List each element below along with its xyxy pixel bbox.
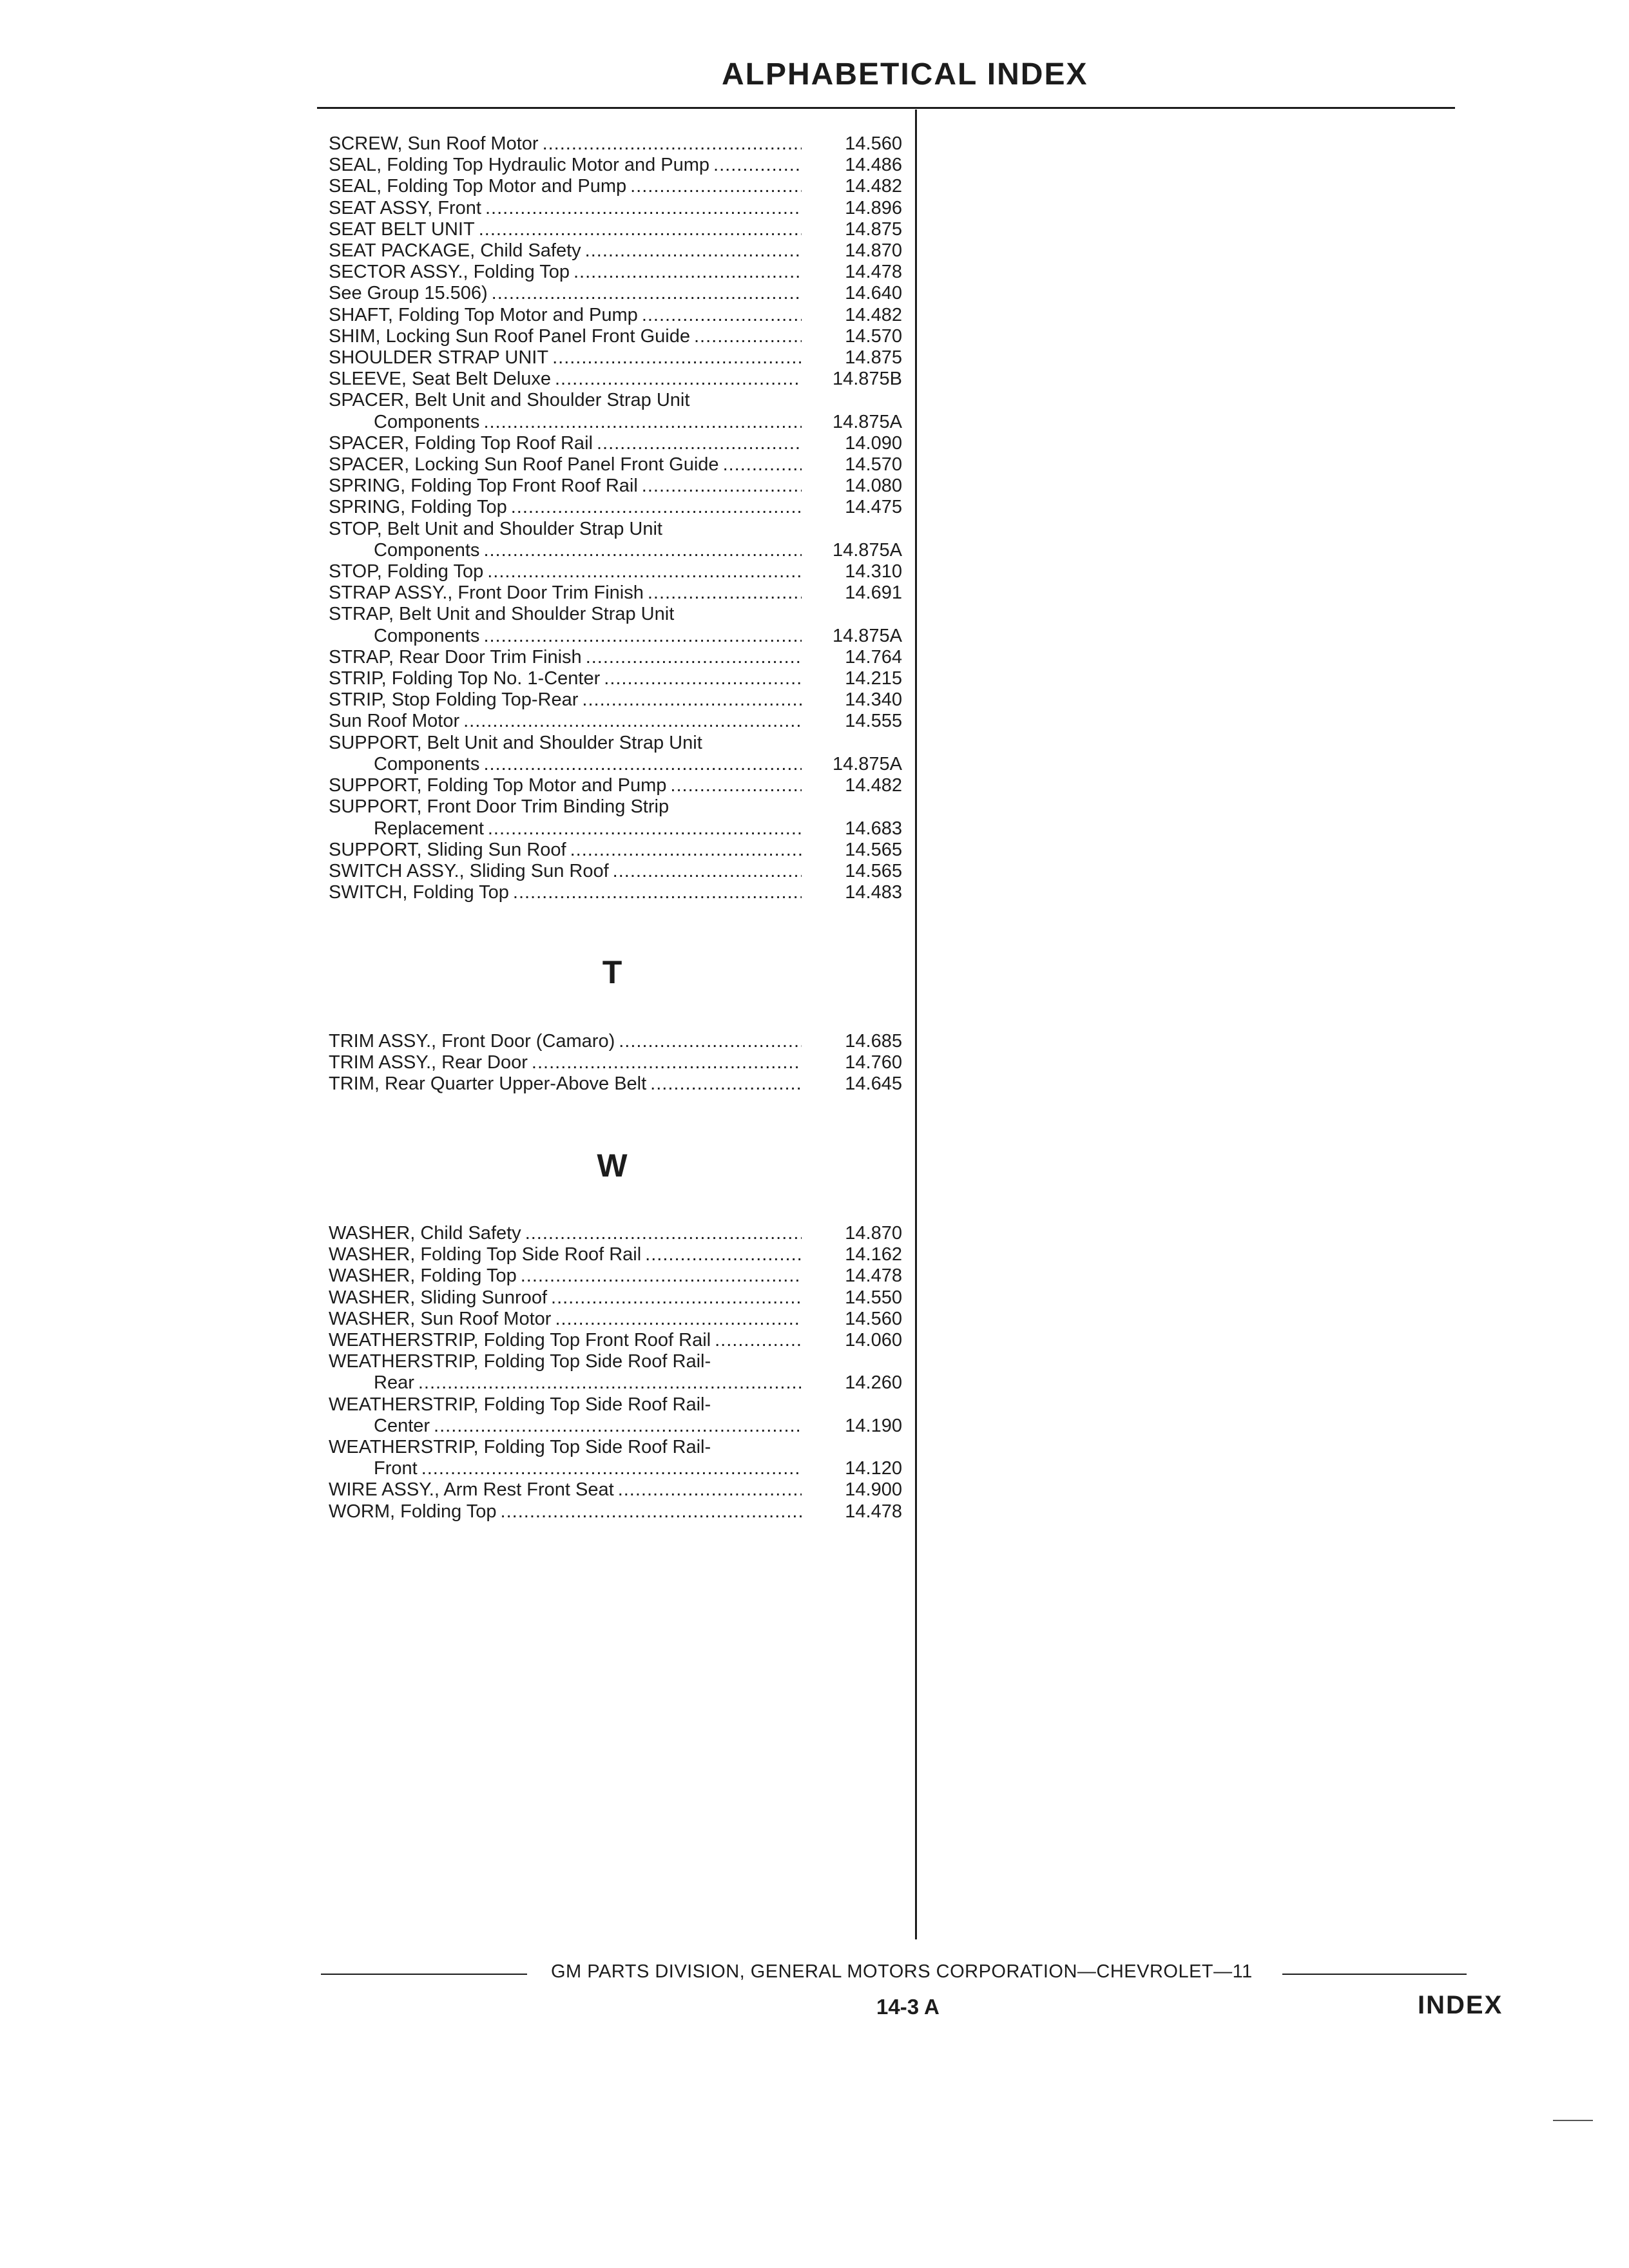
entry-page-ref: 14.570 — [845, 325, 902, 347]
entry-term: SHOULDER STRAP UNIT — [329, 347, 549, 369]
entry-page-ref: 14.550 — [845, 1287, 902, 1308]
entry-term: WASHER, Folding Top Side Roof Rail — [329, 1244, 642, 1265]
dot-leader — [645, 1244, 802, 1265]
entry-page-ref: 14.875 — [845, 218, 902, 240]
entry-line — [329, 326, 902, 347]
index-entry — [329, 1351, 902, 1394]
entry-line — [329, 861, 902, 882]
entry-line — [329, 1479, 902, 1501]
entry-page-ref: 14.260 — [845, 1372, 902, 1394]
dot-leader — [521, 1265, 802, 1287]
index-entry — [329, 604, 902, 646]
entry-term: SEAT PACKAGE, Child Safety — [329, 240, 581, 262]
entry-term: SUPPORT, Belt Unit and Shoulder Strap Unit — [329, 732, 702, 753]
entry-term: WASHER, Folding Top — [329, 1265, 517, 1287]
dot-leader — [586, 647, 802, 668]
entry-line — [329, 840, 902, 861]
entry-term: TRIM ASSY., Rear Door — [329, 1052, 528, 1073]
entry-page-ref: 14.870 — [845, 240, 902, 262]
index-entry — [329, 219, 902, 240]
entry-line — [329, 1223, 902, 1244]
entry-term: SCREW, Sun Roof Motor — [329, 133, 539, 154]
entry-page-ref: 14.760 — [845, 1052, 902, 1073]
entry-line — [329, 133, 902, 155]
dot-leader — [555, 369, 802, 390]
entry-term: SUPPORT, Sliding Sun Roof — [329, 839, 566, 860]
entry-term: SWITCH, Folding Top — [329, 882, 509, 903]
entry-term: STRIP, Stop Folding Top-Rear — [329, 689, 579, 711]
dot-leader — [648, 582, 802, 604]
entry-term: STOP, Belt Unit and Shoulder Strap Unit — [329, 518, 662, 539]
dot-leader — [574, 262, 802, 283]
entry-page-ref: 14.190 — [845, 1415, 902, 1436]
dot-leader — [418, 1372, 802, 1394]
entry-page-ref: 14.560 — [845, 133, 902, 154]
dot-leader — [483, 412, 802, 433]
entry-line — [329, 775, 902, 796]
entry-term: STRAP, Rear Door Trim Finish — [329, 646, 582, 668]
entry-page-ref: 14.475 — [845, 497, 902, 518]
entry-line — [329, 476, 902, 497]
entry-term: SPRING, Folding Top — [329, 497, 507, 518]
entry-term: See Group 15.506) — [329, 283, 488, 304]
index-entry — [329, 1052, 902, 1073]
index-entry — [329, 1479, 902, 1501]
index-section-t — [329, 1031, 902, 1095]
entry-line — [329, 347, 902, 369]
entry-line — [329, 390, 902, 411]
index-entry — [329, 454, 902, 476]
entry-term: Components — [374, 753, 480, 774]
entry-line — [329, 240, 902, 262]
index-entry — [329, 433, 902, 454]
entry-line — [329, 198, 902, 219]
index-entry — [329, 390, 902, 432]
entry-term: STOP, Folding Top — [329, 561, 484, 582]
dot-leader — [650, 1073, 802, 1095]
entry-line — [329, 433, 902, 454]
dot-leader — [487, 561, 802, 582]
entry-term: SLEEVE, Seat Belt Deluxe — [329, 369, 551, 390]
entry-line — [329, 733, 902, 754]
entry-page-ref: 14.870 — [845, 1223, 902, 1244]
dot-leader — [492, 283, 802, 304]
entry-page-ref: 14.120 — [845, 1458, 902, 1479]
entry-page-ref: 14.565 — [845, 839, 902, 860]
column-divider — [915, 110, 917, 1939]
entry-continuation-line — [329, 818, 902, 840]
index-entry — [329, 283, 902, 304]
dot-leader — [630, 176, 802, 197]
entry-page-ref: 14.565 — [845, 860, 902, 881]
entry-term: SPRING, Folding Top Front Roof Rail — [329, 476, 638, 497]
entry-line — [329, 689, 902, 711]
entry-page-ref: 14.645 — [845, 1073, 902, 1095]
entry-term: WEATHERSTRIP, Folding Top Side Roof Rail- — [329, 1351, 711, 1372]
dot-leader — [642, 476, 802, 497]
entry-line — [329, 219, 902, 240]
entry-term: WASHER, Child Safety — [329, 1223, 521, 1244]
entry-term: SHIM, Locking Sun Roof Panel Front Guide — [329, 325, 690, 347]
dot-leader — [511, 497, 802, 518]
entry-term: SUPPORT, Front Door Trim Binding Strip — [329, 796, 670, 818]
entry-term: Components — [374, 625, 480, 646]
entry-page-ref: 14.764 — [845, 646, 902, 668]
entry-term: STRAP, Belt Unit and Shoulder Strap Unit — [329, 604, 675, 625]
entry-term: Front — [374, 1458, 418, 1479]
entry-line — [329, 1265, 902, 1287]
dot-leader — [525, 1223, 802, 1244]
entry-term: SEAT ASSY, Front — [329, 197, 481, 218]
entry-term: SHAFT, Folding Top Motor and Pump — [329, 304, 638, 325]
entry-page-ref: 14.340 — [845, 689, 902, 711]
entry-line — [329, 582, 902, 604]
entry-term: SPACER, Belt Unit and Shoulder Strap Unit — [329, 390, 690, 411]
entry-line — [329, 1394, 902, 1416]
dot-leader — [582, 689, 802, 711]
entry-line — [329, 1330, 902, 1351]
entry-page-ref: 14.482 — [845, 304, 902, 325]
entry-page-ref: 14.640 — [845, 283, 902, 304]
entry-page-ref: 14.080 — [845, 476, 902, 497]
entry-term: TRIM, Rear Quarter Upper-Above Belt — [329, 1073, 647, 1095]
dot-leader — [613, 861, 802, 882]
entry-term: Replacement — [374, 818, 484, 839]
entry-page-ref: 14.875 — [845, 347, 902, 369]
entry-line — [329, 1244, 902, 1265]
entry-line — [329, 1501, 902, 1523]
entry-continuation-line — [329, 1372, 902, 1394]
index-entry — [329, 176, 902, 197]
dot-leader — [604, 668, 802, 689]
title-rule — [317, 107, 1455, 109]
entry-line — [329, 668, 902, 689]
dot-leader — [570, 840, 802, 861]
entry-continuation-line — [329, 1416, 902, 1437]
dot-leader — [513, 882, 802, 903]
entry-line — [329, 155, 902, 176]
index-entry — [329, 519, 902, 561]
dot-leader — [694, 326, 802, 347]
dot-leader — [488, 818, 802, 840]
entry-page-ref: 14.875A — [832, 753, 902, 774]
index-entry — [329, 1309, 902, 1330]
index-entry — [329, 305, 902, 326]
entry-continuation-line — [329, 754, 902, 775]
entry-term: STRIP, Folding Top No. 1-Center — [329, 668, 601, 689]
footer-publisher: GM PARTS DIVISION, GENERAL MOTORS CORPORATION—CHEVROLET—11 — [551, 1961, 1253, 1982]
entry-continuation-line — [329, 626, 902, 647]
entry-term: TRIM ASSY., Front Door (Camaro) — [329, 1031, 615, 1052]
entry-line — [329, 1309, 902, 1330]
entry-page-ref: 14.570 — [845, 454, 902, 476]
entry-term: SUPPORT, Folding Top Motor and Pump — [329, 775, 667, 796]
index-entry — [329, 240, 902, 262]
entry-line — [329, 1031, 902, 1052]
entry-page-ref: 14.896 — [845, 197, 902, 218]
dot-leader — [532, 1052, 802, 1073]
index-entry — [329, 1437, 902, 1479]
dot-leader — [485, 198, 802, 219]
index-entry — [329, 1223, 902, 1244]
entry-term: WEATHERSTRIP, Folding Top Front Roof Rail — [329, 1330, 711, 1351]
dot-leader — [552, 347, 802, 369]
index-entry — [329, 1287, 902, 1309]
dot-leader — [551, 1287, 802, 1309]
page-title: ALPHABETICAL INDEX — [722, 57, 1088, 91]
dot-leader — [619, 1031, 802, 1052]
dot-leader — [713, 155, 802, 176]
index-entry — [329, 582, 902, 604]
entry-page-ref: 14.486 — [845, 155, 902, 176]
entry-page-ref: 14.482 — [845, 775, 902, 796]
entry-page-ref: 14.478 — [845, 1501, 902, 1522]
entry-term: Center — [374, 1415, 430, 1436]
section-letter-t: T — [602, 954, 622, 990]
index-section-w — [329, 1223, 902, 1523]
entry-line — [329, 497, 902, 518]
dot-leader — [543, 133, 802, 155]
index-entry — [329, 1244, 902, 1265]
index-entry — [329, 733, 902, 775]
index-entry — [329, 198, 902, 219]
entry-term: SPACER, Folding Top Roof Rail — [329, 432, 593, 454]
index-entry — [329, 689, 902, 711]
index-entry — [329, 882, 902, 903]
entry-line — [329, 604, 902, 625]
entry-page-ref: 14.482 — [845, 176, 902, 197]
dot-leader — [555, 1309, 802, 1330]
entry-term: SWITCH ASSY., Sliding Sun Roof — [329, 860, 609, 881]
entry-term: Rear — [374, 1372, 414, 1394]
entry-page-ref: 14.900 — [845, 1479, 902, 1501]
scan-mark — [1553, 2120, 1593, 2121]
entry-term: SEAL, Folding Top Motor and Pump — [329, 176, 627, 197]
entry-term: WORM, Folding Top — [329, 1501, 497, 1522]
index-entry — [329, 1073, 902, 1095]
entry-line — [329, 1052, 902, 1073]
entry-line — [329, 176, 902, 197]
entry-line — [329, 1351, 902, 1372]
dot-leader — [618, 1479, 802, 1501]
entry-page-ref: 14.162 — [845, 1244, 902, 1265]
entry-line — [329, 561, 902, 582]
entry-line — [329, 305, 902, 326]
index-entry — [329, 668, 902, 689]
entry-page-ref: 14.875B — [832, 369, 902, 390]
entry-term: WEATHERSTRIP, Folding Top Side Roof Rail- — [329, 1394, 711, 1415]
index-entry — [329, 133, 902, 155]
entry-term: Sun Roof Motor — [329, 711, 460, 732]
entry-page-ref: 14.875A — [832, 411, 902, 432]
dot-leader — [483, 754, 802, 775]
dot-leader — [501, 1501, 802, 1523]
section-letter-w: W — [597, 1148, 628, 1184]
entry-term: Components — [374, 411, 480, 432]
entry-line — [329, 262, 902, 283]
entry-continuation-line — [329, 412, 902, 433]
footer-rule-left — [321, 1974, 527, 1975]
entry-term: WEATHERSTRIP, Folding Top Side Roof Rail- — [329, 1437, 711, 1458]
entry-line — [329, 647, 902, 668]
entry-term: SEAL, Folding Top Hydraulic Motor and Pump — [329, 155, 710, 176]
index-entry — [329, 861, 902, 882]
entry-page-ref: 14.310 — [845, 561, 902, 582]
dot-leader — [479, 219, 802, 240]
index-entry — [329, 1394, 902, 1437]
entry-page-ref: 14.683 — [845, 818, 902, 839]
entry-term: SECTOR ASSY., Folding Top — [329, 262, 570, 283]
entry-line — [329, 1073, 902, 1095]
footer-rule-right — [1282, 1974, 1467, 1975]
index-entry — [329, 647, 902, 668]
entry-page-ref: 14.483 — [845, 882, 902, 903]
entry-page-ref: 14.685 — [845, 1031, 902, 1052]
entry-line — [329, 711, 902, 732]
dot-leader — [434, 1416, 802, 1437]
entry-continuation-line — [329, 540, 902, 561]
dot-leader — [723, 454, 802, 476]
dot-leader — [483, 540, 802, 561]
index-entry — [329, 497, 902, 518]
index-entry — [329, 369, 902, 390]
section-name: INDEX — [1418, 1991, 1503, 2019]
entry-page-ref: 14.478 — [845, 1265, 902, 1287]
entry-page-ref: 14.060 — [845, 1330, 902, 1351]
index-entry — [329, 1031, 902, 1052]
entry-term: WASHER, Sun Roof Motor — [329, 1308, 552, 1329]
index-entry — [329, 347, 902, 369]
index-entry — [329, 262, 902, 283]
entry-page-ref: 14.555 — [845, 711, 902, 732]
dot-leader — [670, 775, 802, 796]
entry-term: WASHER, Sliding Sunroof — [329, 1287, 548, 1308]
entry-line — [329, 519, 902, 540]
index-entry — [329, 155, 902, 176]
entry-line — [329, 882, 902, 903]
dot-leader — [483, 626, 802, 647]
index-entry — [329, 796, 902, 839]
dot-leader — [642, 305, 802, 326]
index-section-s — [329, 133, 902, 903]
entry-line — [329, 283, 902, 304]
entry-term: STRAP ASSY., Front Door Trim Finish — [329, 582, 644, 604]
entry-line — [329, 369, 902, 390]
entry-line — [329, 454, 902, 476]
entry-continuation-line — [329, 1458, 902, 1479]
index-entry — [329, 1265, 902, 1287]
entry-page-ref: 14.875A — [832, 625, 902, 646]
entry-term: WIRE ASSY., Arm Rest Front Seat — [329, 1479, 614, 1501]
entry-page-ref: 14.215 — [845, 668, 902, 689]
index-entry — [329, 1501, 902, 1523]
index-entry — [329, 561, 902, 582]
index-entry — [329, 711, 902, 732]
dot-leader — [715, 1330, 802, 1351]
entry-line — [329, 796, 902, 818]
index-entry — [329, 326, 902, 347]
index-entry — [329, 775, 902, 796]
entry-term: SEAT BELT UNIT — [329, 218, 475, 240]
index-entry — [329, 840, 902, 861]
entry-page-ref: 14.691 — [845, 582, 902, 604]
entry-page-ref: 14.478 — [845, 262, 902, 283]
dot-leader — [463, 711, 802, 732]
dot-leader — [421, 1458, 802, 1479]
dot-leader — [585, 240, 802, 262]
entry-line — [329, 1287, 902, 1309]
entry-line — [329, 1437, 902, 1458]
entry-page-ref: 14.090 — [845, 432, 902, 454]
entry-page-ref: 14.560 — [845, 1308, 902, 1329]
index-entry — [329, 476, 902, 497]
page-number: 14-3 A — [876, 1995, 940, 2019]
entry-term: Components — [374, 539, 480, 561]
index-entry — [329, 1330, 902, 1351]
dot-leader — [597, 433, 802, 454]
entry-term: SPACER, Locking Sun Roof Panel Front Guide — [329, 454, 719, 476]
entry-page-ref: 14.875A — [832, 539, 902, 561]
